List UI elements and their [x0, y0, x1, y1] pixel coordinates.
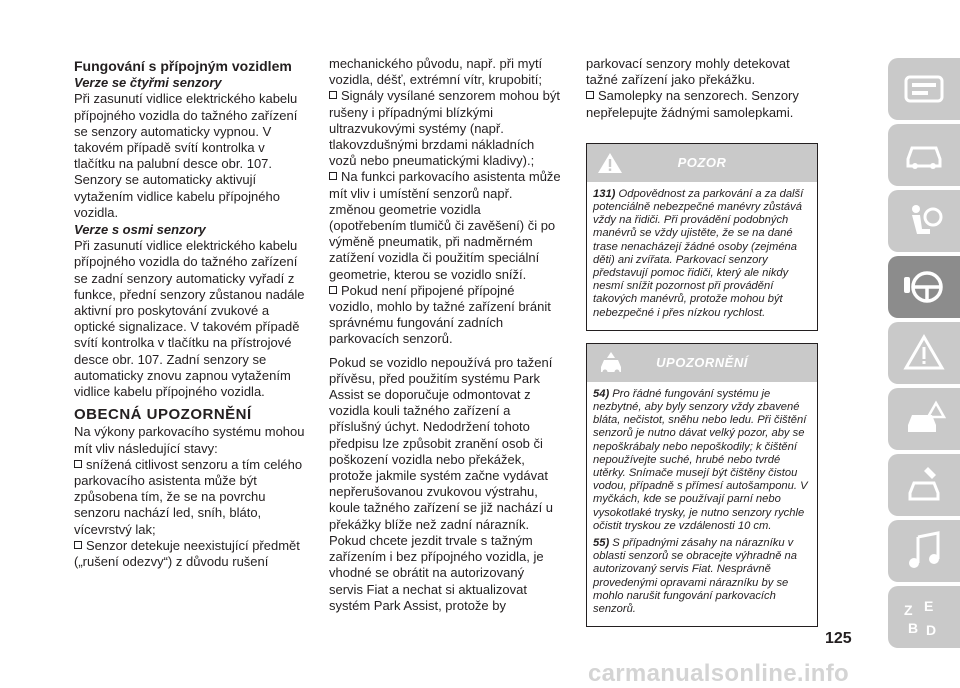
tab-starting-driving[interactable] — [888, 256, 960, 318]
page-number: 125 — [825, 630, 852, 647]
bullet-item: Pokud není připojené přípojné vozidlo, mohlo by tažné zařízení bránit správnému fungování zadních parkovacích senzorů. — [329, 282, 551, 347]
tab-emergency[interactable] — [888, 388, 960, 450]
warning-title: POZOR — [677, 154, 727, 170]
bullet-item: Signály vysílané senzorem mohou být rušeny i případnými blízkými ultrazvukovými systémy (např. tlakovzdušnými brzdami nákladních vozů nebo pneumatickými kladivy).; — [329, 88, 560, 169]
tab-multimedia[interactable] — [888, 520, 960, 582]
tab-warning-lights[interactable] — [888, 322, 960, 384]
paragraph: Pokud se vozidlo nepoužívá pro tažení přívěsu, před použitím systému Park Assist se doporučuje odmontovat z vozidla kouli tažného zařízení a příslušný úchyt. Nedodržení tohoto předpisu lze způsobit zranění osob či poškození vozidla nebo překážek, protože jakmile systém začne vydávat nepřerušovanou zvukovou výstrahu, koule tažného zařízení se již nachází u překážky blíže než zadní nárazník. Pokud chcete jezdit trvale s tažným zařízením i bez přípojného vozidla, je vhodné se obrátit na autorizovaný servis Fiat a nechat si aktualizovat systém Park Assist, protože by — [329, 354, 554, 613]
section-title: Fungování s přípojným vozidlem — [74, 58, 292, 74]
caution-body — [587, 382, 817, 626]
checkbox-bullet-icon — [329, 286, 337, 294]
svg-text:D: D — [926, 622, 937, 638]
warning-box-header — [587, 144, 817, 182]
caution-text: S případnými zásahy na nárazníku v oblasti senzorů se obracejte výhradně na autorizovaný servis Fiat. Nesprávně provedenými opravami nárazníku by se mohlo narušit fungování parkovacích senzorů. — [593, 537, 797, 616]
warning-box — [586, 143, 818, 331]
column-3 — [586, 56, 818, 627]
dashboard-icon — [902, 67, 946, 111]
caution-box-header — [587, 344, 817, 382]
bullet-item: Senzor detekuje neexistující předmět („rušení odezvy“) z důvodu rušení — [74, 537, 300, 570]
alphabet-index-icon — [902, 595, 946, 639]
checkbox-bullet-icon — [586, 91, 594, 99]
steering-wheel-icon — [902, 265, 946, 309]
bullet-item: Samolepky na senzorech. Senzory nepřelepujte žádnými samolepkami. — [586, 88, 799, 120]
caution-box — [586, 343, 818, 627]
subsection-title-eight-sensors: Verze s osmi senzory — [74, 222, 206, 238]
paragraph: Při zasunutí vidlice elektrického kabelu přípojného vozidla do tažného zařízení se senzory automaticky vypnou. V takovém případě svítí kontrolka v tlačítku na palubní desce obr. 107. Senzory se automaticky aktivují vytažením vidlice kabelu přípojného vozidla. — [74, 91, 298, 220]
bullet-item: snížená citlivost senzoru a tím celého parkovacího asistenta může být způsobena tím, že se na povrchu senzoru nachází led, sníh, bláto, vícevrstvý lak; — [74, 456, 303, 537]
note-number: 55) — [593, 537, 610, 550]
warning-body — [587, 182, 817, 330]
tab-dashboard[interactable] — [888, 58, 960, 120]
watermark: carmanualsonline.info — [588, 660, 850, 687]
note-number: 54) — [593, 387, 610, 400]
tab-maintenance[interactable] — [888, 454, 960, 516]
checkbox-bullet-icon — [74, 541, 82, 549]
column-2 — [329, 56, 561, 621]
checkbox-bullet-icon — [329, 172, 337, 180]
checkbox-bullet-icon — [329, 91, 337, 99]
music-note-icon — [902, 529, 946, 573]
car-icon — [902, 133, 946, 177]
car-breakdown-icon — [902, 397, 946, 441]
caution-text: Pro řádné fungování systému je nezbytné, aby byly senzory vždy zbavené bláta, nečistot, sněhu nebo ledu. Při čištění senzorů je nutno dávat velký pozor, aby se nepoškrábaly nebo nepoškodily; k čištění nepoužívejte suché, hrubé nebo tvrdé utěrky. Snímače musejí být čištěny čistou vodou, případně s přímesí autošamponu. V myčkách, kde se používají parní nebo vysokotlaké trysky, je nutno senzory rychle očistit tryskou ze vzdálenosti 10 cm. — [593, 387, 808, 532]
wrench-car-icon — [902, 463, 946, 507]
warning-text: Odpovědnost za parkování a za další potenciálně nebezpečné manévry zůstává vždy na řidiči. Při provádění podobných manévrů se vždy ujistěte, že se na dané trase nenacházejí žádné osoby (zejména děti) ani zvířata. Parkovací senzory představují pomoc řidiči, který ale nikdy nesmí snížit pozornost při provádění takových manévrů, protože mohou být nebezpečné i přes nízkou rychlost. — [593, 187, 804, 319]
paragraph: Při zasunutí vidlice elektrického kabelu přípojného vozidla do tažného zařízení se zadní senzory automaticky vyřadí z funkce, přední senzory zůstanou nadále aktivní pro poskytování zvukové a optické signalizace. V takovém případě svítí kontrolka v tlačítku na přístrojové desce obr. 107. Zadní senzory se automaticky znovu zapnou vytažením vidlice kabelu přípojného vozidla. — [74, 238, 305, 400]
paragraph: parkovací senzory mohly detekovat tažné zařízení jako překážku. — [586, 56, 790, 88]
subsection-title-four-sensors: Verze se čtyřmi senzory — [74, 75, 222, 91]
svg-text:B: B — [908, 620, 919, 636]
svg-text:Z: Z — [904, 602, 913, 618]
tab-car[interactable] — [888, 124, 960, 186]
airbag-icon — [902, 199, 946, 243]
tab-index[interactable] — [888, 586, 960, 648]
note-number: 131) — [593, 187, 616, 200]
general-warnings-heading: OBECNÁ UPOZORNĚNÍ — [74, 406, 252, 424]
column-1 — [74, 58, 306, 570]
bullet-item: Na funkci parkovacího asistenta může mít vliv i umístění senzorů např. změnou geometrie vozidla (opotřebením tlumičů či zavěšení) či po výměně pneumatik, při nadměrném zatížení vozidla či použitím speciální geometrie, kterou se vozidlo sníží. — [329, 169, 561, 282]
svg-text:E: E — [924, 598, 934, 614]
paragraph: mechanického původu, např. při mytí vozidla, déšť, extrémní vítr, krupobití; — [329, 56, 543, 88]
warning-triangle-icon — [902, 331, 946, 375]
tab-safety[interactable] — [888, 190, 960, 252]
checkbox-bullet-icon — [74, 460, 82, 468]
caution-title: UPOZORNĚNÍ — [656, 354, 748, 370]
paragraph: Na výkony parkovacího systému mohou mít vliv následující stavy: — [74, 424, 305, 456]
